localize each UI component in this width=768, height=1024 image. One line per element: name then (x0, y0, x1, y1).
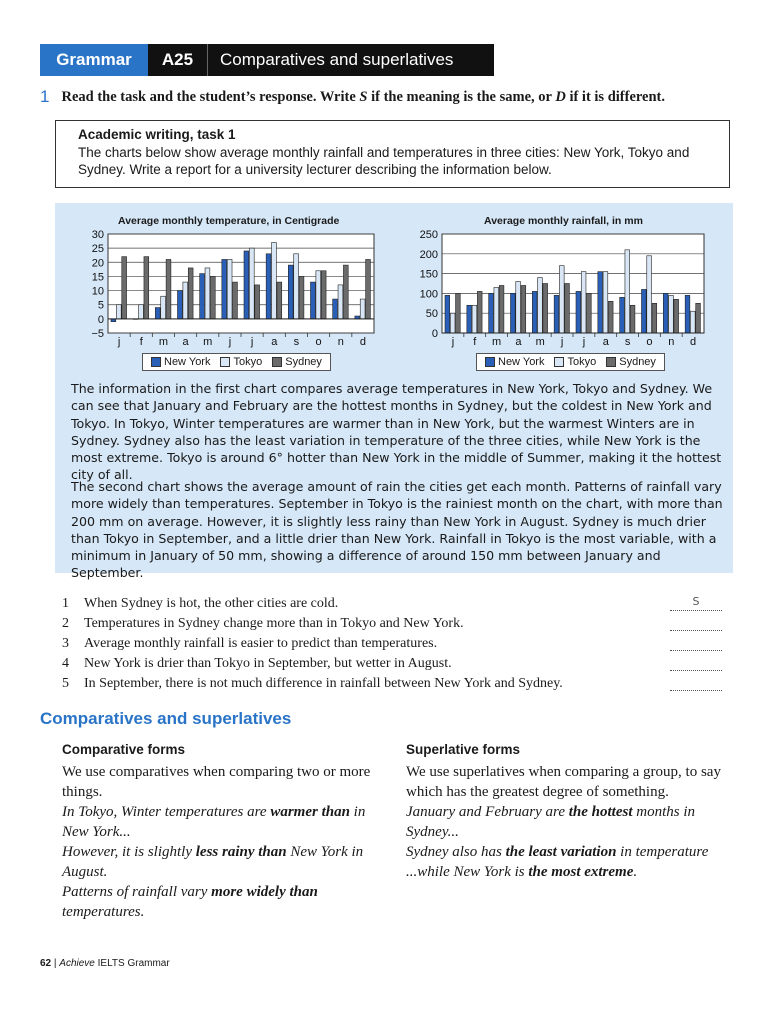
superlative-example-1: January and February are the hottest months in Sydney... (406, 804, 696, 840)
x-tick-label: d (359, 336, 366, 348)
exercise-items (62, 594, 722, 694)
legend-swatch-new-york (485, 357, 495, 367)
legend-swatch-sydney (272, 357, 282, 367)
list-item: 5 In September, there is not much difference in rainfall between New York and Sydney. (62, 674, 722, 694)
superlative-example-2: Sydney also has the least variation in temperature (406, 844, 709, 860)
bar-new-york (532, 291, 537, 333)
unit-header (40, 44, 494, 76)
bar-sydney (144, 257, 149, 319)
x-tick-label: m (535, 336, 545, 348)
comparative-column (62, 740, 392, 922)
y-tick-label: −5 (91, 328, 104, 340)
bar-new-york (554, 295, 559, 333)
y-tick-label: 15 (91, 271, 104, 284)
bar-tokyo (272, 242, 277, 318)
bar-new-york (598, 272, 603, 333)
y-tick-label: 20 (91, 257, 104, 270)
bar-tokyo (516, 282, 521, 333)
x-tick-label: j (451, 336, 455, 348)
bar-sydney (255, 285, 260, 319)
bar-tokyo (183, 282, 188, 319)
comparative-intro: We use comparatives when comparing two or more things. (62, 764, 371, 800)
bar-new-york (244, 251, 249, 319)
superlative-example-3: ...while New York is the most extreme. (406, 864, 638, 880)
bar-new-york (333, 299, 338, 319)
x-tick-label: j (250, 336, 254, 348)
bar-tokyo (316, 271, 321, 319)
x-tick-label: d (690, 336, 697, 348)
bar-new-york (663, 293, 668, 333)
x-tick-label: m (158, 336, 169, 348)
y-tick-label: 0 (97, 313, 104, 326)
task-box-body: The charts below show average monthly rainfall and temperatures in three cities: New York, Tokyo and Sydney. Write a report for a university lecturer describing the information below. (78, 145, 690, 177)
y-tick-label: 50 (425, 308, 438, 321)
bar-new-york (200, 274, 205, 319)
bar-sydney (608, 301, 613, 333)
bar-tokyo (205, 268, 210, 319)
bar-new-york (467, 305, 472, 333)
bar-tokyo (294, 254, 299, 319)
bar-sydney (343, 265, 348, 319)
x-tick-label: o (315, 336, 322, 348)
y-tick-label: 150 (419, 268, 438, 281)
bar-tokyo (538, 278, 543, 333)
bar-tokyo (161, 296, 166, 319)
bar-tokyo (360, 299, 365, 319)
comparative-example-3: Patterns of rainfall vary more widely than temperatures. (62, 884, 318, 920)
answer-field[interactable] (670, 617, 722, 631)
legend-item-sydney: Sydney (272, 356, 322, 368)
bar-new-york (155, 308, 160, 319)
y-tick-label: 30 (91, 229, 104, 241)
unit-code: A25 (148, 44, 208, 76)
bar-new-york (489, 293, 494, 333)
task-box-title: Academic writing, task 1 (78, 127, 236, 142)
comparative-example-2: However, it is slightly less rainy than New York in August. (62, 844, 364, 880)
x-tick-label: s (293, 336, 300, 348)
rainfall-chart-legend (476, 353, 665, 371)
list-item: 1 When Sydney is hot, the other cities are cold. S (62, 594, 722, 614)
answer-field[interactable] (670, 677, 722, 691)
x-tick-label: m (203, 336, 213, 348)
comparative-example-1: In Tokyo, Winter temperatures are warmer than in New York... (62, 804, 366, 840)
bar-new-york (266, 254, 271, 319)
rainfall-chart (408, 228, 710, 350)
legend-swatch-tokyo (220, 357, 230, 367)
bar-sydney (543, 284, 548, 334)
x-tick-label: a (271, 336, 278, 348)
x-tick-label: n (337, 336, 344, 348)
superlative-column (406, 740, 751, 882)
bar-tokyo (249, 248, 254, 319)
bar-sydney (587, 293, 592, 333)
bar-sydney (696, 303, 701, 333)
bar-sydney (210, 276, 215, 318)
bar-tokyo (450, 313, 455, 333)
bar-tokyo (603, 272, 608, 333)
bar-sydney (499, 285, 504, 333)
x-tick-label: j (560, 336, 564, 348)
page-footer: 62 | Achieve IELTS Grammar (40, 958, 170, 969)
bar-sydney (188, 268, 193, 319)
exercise-instruction (40, 89, 740, 107)
x-tick-label: a (602, 336, 609, 348)
legend-item-new-york: New York (151, 356, 210, 368)
bar-tokyo (625, 250, 630, 333)
bar-tokyo (472, 305, 477, 333)
bar-tokyo (669, 295, 674, 333)
temperature-chart (80, 228, 380, 350)
y-tick-label: 25 (91, 243, 104, 256)
bar-sydney (166, 259, 171, 318)
y-tick-label: 5 (97, 299, 104, 312)
response-paragraph-2: The second chart shows the average amount of rain the cities get each month. Patterns of rainfall vary more widely than temperatures. September in Tokyo is the rainiest month on the chart, with more than 200 mm on average. However, it is slightly less rainy than New York in August. Sydney is much drier than Tokyo in September, and a little drier than New York. Rainfall in Tokyo is the most variable, with a minimum in January of 50 mm, showing a difference of around 150 mm between January and September. (71, 479, 723, 581)
answer-field[interactable] (670, 637, 722, 651)
bar-new-york (311, 282, 316, 319)
y-tick-label: 250 (419, 229, 438, 241)
grammar-tag: Grammar (40, 44, 148, 76)
bar-tokyo (338, 285, 343, 319)
legend-item-new-york: New York (485, 356, 544, 368)
response-paragraph-1: The information in the first chart compares average temperatures in New York, Tokyo and Sydney. We can see that January and February are the hottest months in Sydney, but the coldest in New York and Tokyo. In Tokyo, Winter temperatures are warmer than in New York, but the warmest Winters are in Sydney. Sydney also has the least variation in temperature of the three cities, while New York is the most extreme. Tokyo is around 6° hotter than New York in the middle of Summer, making it the hottest city of all. (71, 381, 722, 483)
superlative-intro: We use superlatives when comparing a group, to say which has the greatest degree of something. (406, 764, 721, 800)
superlative-heading: Superlative forms (406, 742, 521, 757)
bar-new-york (222, 259, 227, 318)
unit-title: Comparatives and superlatives (220, 50, 454, 69)
x-tick-label: a (515, 336, 522, 348)
list-item: 4 New York is drier than Tokyo in September, but wetter in August. (62, 654, 722, 674)
bar-tokyo (494, 287, 499, 333)
bar-tokyo (116, 305, 121, 319)
list-item: 2 Temperatures in Sydney change more than in Tokyo and New York. (62, 614, 722, 634)
answer-field[interactable]: S (670, 597, 722, 611)
bar-new-york (642, 289, 647, 333)
x-tick-label: f (139, 336, 143, 348)
x-tick-label: o (646, 336, 653, 348)
y-tick-label: 10 (91, 285, 104, 298)
bar-new-york (178, 291, 183, 319)
bar-tokyo (647, 256, 652, 333)
bar-sydney (521, 285, 526, 333)
legend-item-tokyo: Tokyo (554, 356, 596, 368)
bar-new-york (576, 291, 581, 333)
x-tick-label: s (624, 336, 631, 348)
bar-sydney (233, 282, 238, 319)
rainfall-chart-title: Average monthly rainfall, in mm (484, 215, 643, 227)
bar-new-york (511, 293, 516, 333)
bar-sydney (630, 305, 635, 333)
x-tick-label: f (473, 336, 477, 348)
x-tick-label: j (228, 336, 232, 348)
bar-tokyo (139, 305, 144, 319)
exercise-number: 1 (40, 87, 50, 106)
bar-tokyo (690, 311, 695, 333)
temperature-chart-title: Average monthly temperature, in Centigrade (118, 215, 340, 227)
bar-new-york (288, 265, 293, 319)
bar-new-york (685, 295, 690, 333)
bar-sydney (565, 284, 570, 334)
bar-tokyo (559, 266, 564, 333)
bar-sydney (321, 271, 326, 319)
legend-item-sydney: Sydney (606, 356, 656, 368)
bar-new-york (445, 295, 450, 333)
bar-sydney (366, 259, 371, 318)
legend-swatch-tokyo (554, 357, 564, 367)
instruction-text: Read the task and the student’s response. Write S if the meaning is the same, or D if it is different. (61, 89, 666, 105)
bar-tokyo (227, 259, 232, 318)
section-title: Comparatives and superlatives (40, 709, 292, 728)
bar-sydney (456, 293, 461, 333)
task-box (55, 120, 730, 188)
x-tick-label: m (491, 336, 502, 348)
x-tick-label: j (117, 336, 121, 348)
bar-new-york (620, 297, 625, 333)
legend-swatch-new-york (151, 357, 161, 367)
temperature-chart-legend (142, 353, 331, 371)
bar-sydney (477, 291, 482, 333)
legend-swatch-sydney (606, 357, 616, 367)
list-item: 3 Average monthly rainfall is easier to predict than temperatures. (62, 634, 722, 654)
bar-sydney (652, 303, 657, 333)
y-tick-label: 200 (419, 248, 438, 261)
x-tick-label: a (182, 336, 189, 348)
bar-sydney (122, 257, 127, 319)
bar-sydney (674, 299, 679, 333)
bar-sydney (299, 276, 304, 318)
bar-tokyo (581, 272, 586, 333)
bar-sydney (277, 282, 282, 319)
y-tick-label: 0 (431, 328, 438, 340)
answer-field[interactable] (670, 657, 722, 671)
y-tick-label: 100 (419, 288, 438, 301)
x-tick-label: j (582, 336, 586, 348)
x-tick-label: n (668, 336, 675, 348)
comparative-heading: Comparative forms (62, 742, 186, 757)
legend-item-tokyo: Tokyo (220, 356, 262, 368)
